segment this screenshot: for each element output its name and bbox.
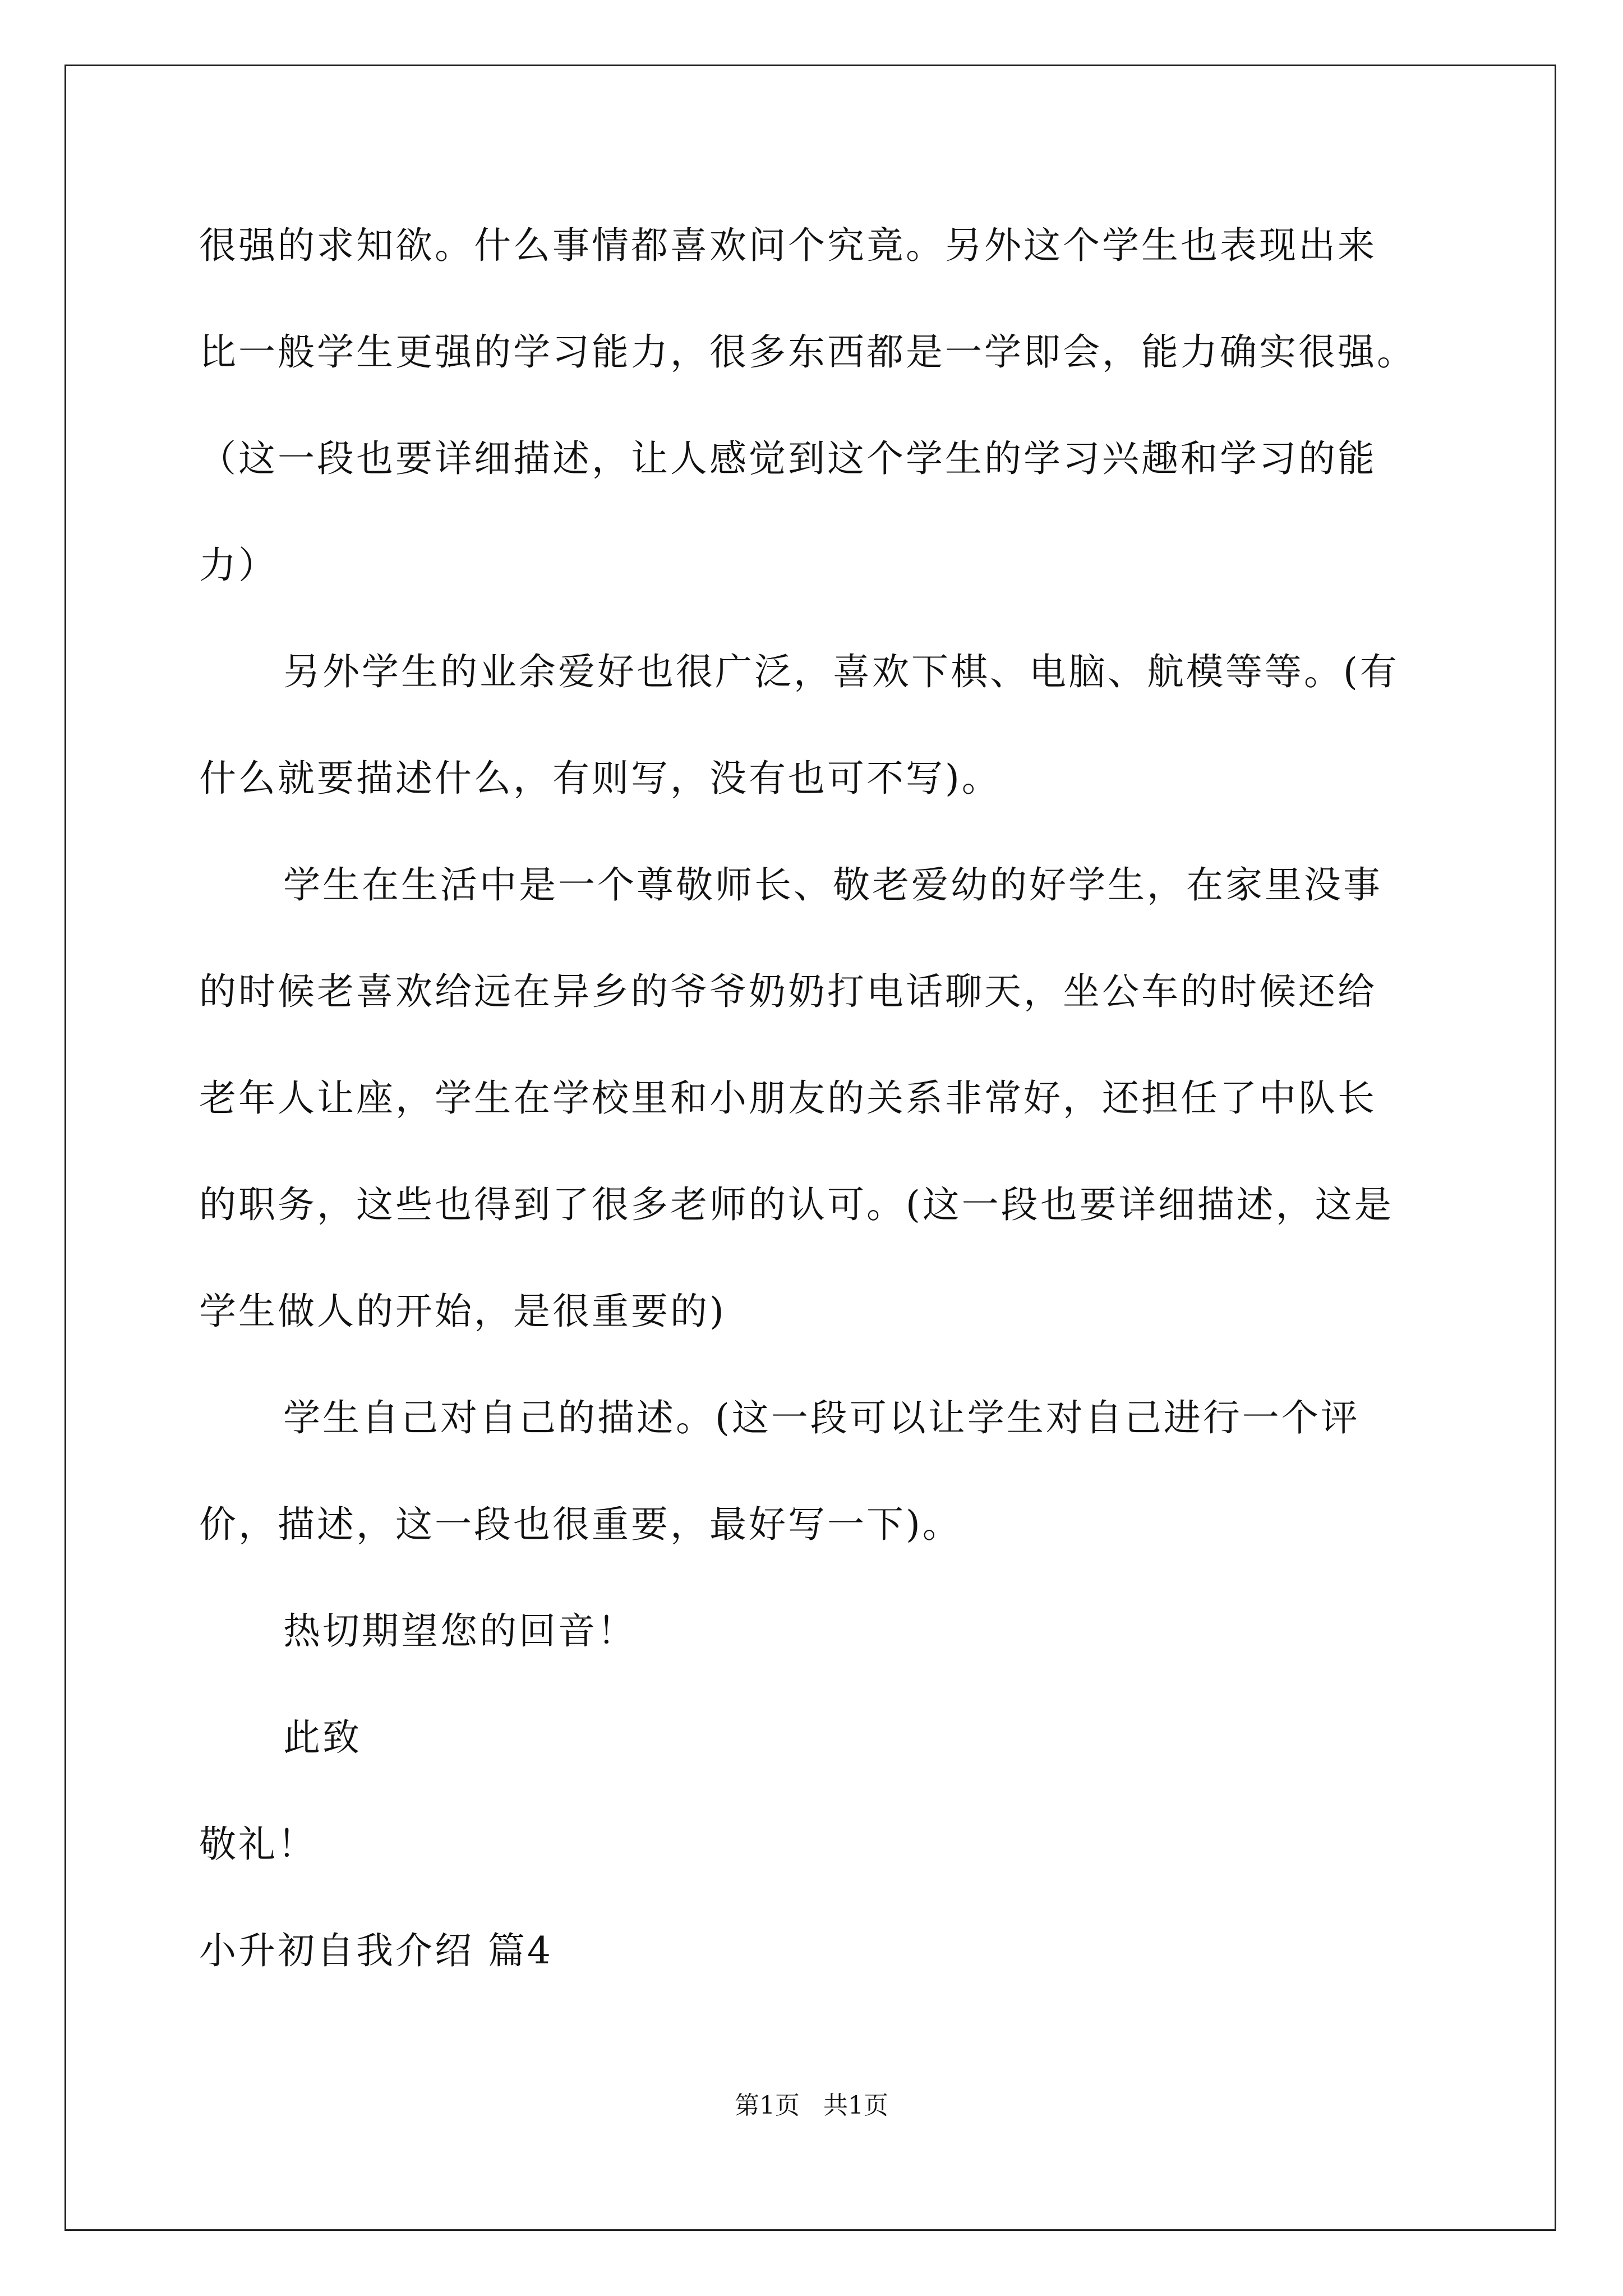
paragraph-line-11: 学生做人的开始，是很重要的) — [199, 1290, 726, 1333]
closing-line: 热切期望您的回音！ — [283, 1609, 637, 1653]
regards-line: 敬礼！ — [199, 1823, 317, 1866]
page-border — [64, 65, 1556, 2231]
paragraph-line-7: 学生在生活中是一个尊敬师长、敬老爱幼的好学生，在家里没事 — [283, 863, 1382, 907]
section-heading: 小升初自我介绍 篇4 — [199, 1929, 553, 1972]
paragraph-line-2: 比一般学生更强的学习能力，很多东西都是一学即会，能力确实很强。 — [199, 330, 1416, 374]
paragraph-line-12: 学生自己对自己的描述。(这一段可以让学生对自己进行一个评 — [283, 1396, 1360, 1439]
paragraph-line-4: 力） — [199, 544, 278, 587]
paragraph-line-10: 的职务，这些也得到了很多老师的认可。(这一段也要详细描述，这是 — [199, 1183, 1394, 1226]
salutation-line: 此致 — [283, 1716, 362, 1759]
paragraph-line-1: 很强的求知欲。什么事情都喜欢问个究竟。另外这个学生也表现出来 — [199, 224, 1377, 267]
paragraph-line-6: 什么就要描述什么，有则写，没有也可不写)。 — [199, 757, 1001, 800]
paragraph-line-3: （这一段也要详细描述，让人感觉到这个学生的学习兴趣和学习的能 — [199, 437, 1377, 480]
page-number-footer: 第1页 共1页 — [735, 2091, 888, 2120]
paragraph-line-13: 价，描述，这一段也很重要，最好写一下)。 — [199, 1503, 962, 1546]
paragraph-line-8: 的时候老喜欢给远在异乡的爷爷奶奶打电话聊天，坐公车的时候还给 — [199, 970, 1377, 1013]
paragraph-line-9: 老年人让座，学生在学校里和小朋友的关系非常好，还担任了中队长 — [199, 1076, 1377, 1120]
paragraph-line-5: 另外学生的业余爱好也很广泛，喜欢下棋、电脑、航模等等。(有 — [283, 650, 1399, 693]
